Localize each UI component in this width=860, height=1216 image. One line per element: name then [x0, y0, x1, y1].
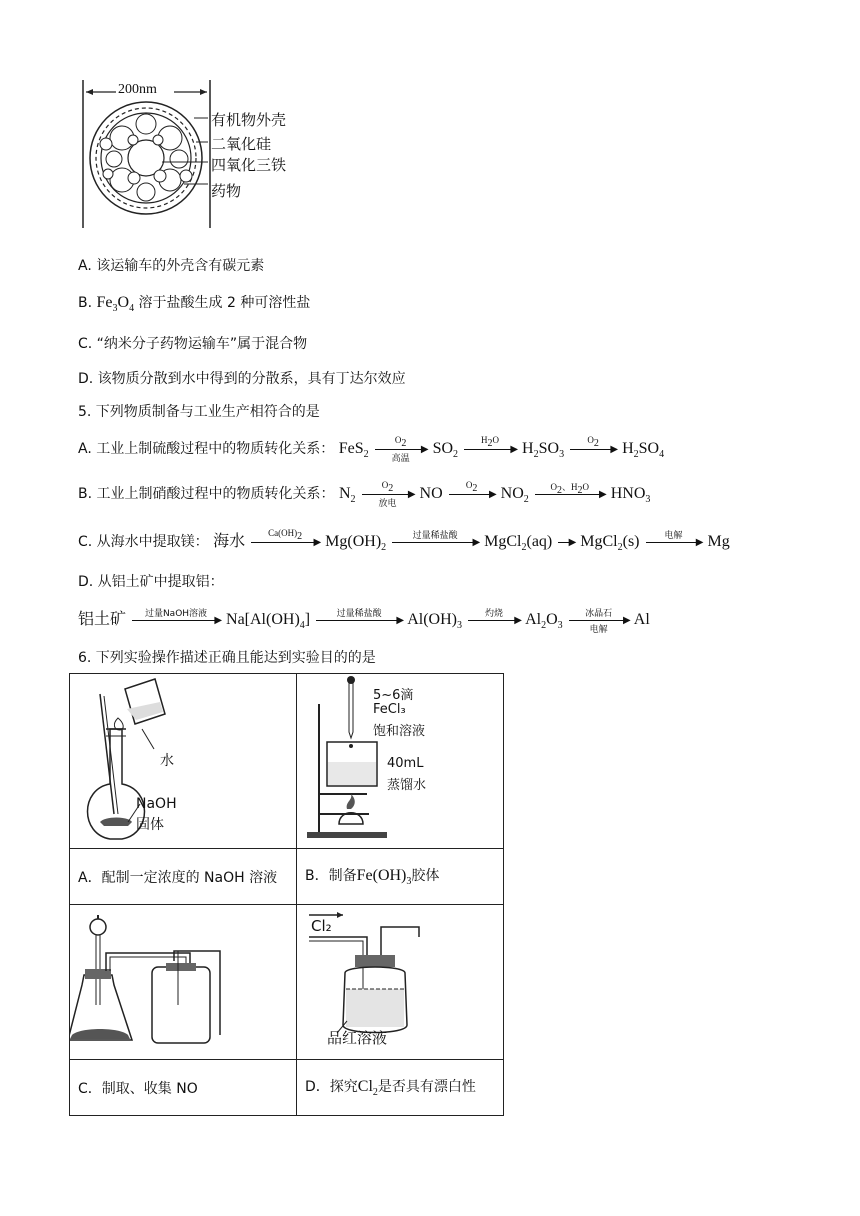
- cell-d-figure: [297, 905, 504, 1060]
- q4-option-c: C. “纳米分子药物运输车”属于混合物: [78, 336, 308, 352]
- size-label: 200nm: [118, 82, 157, 97]
- cell-a-caption: A．配制一定浓度的 NaOH 溶液: [70, 849, 297, 905]
- label-water: 水: [160, 753, 174, 769]
- figure-gas-collection: [70, 905, 296, 1055]
- q5-b-label: B. 工业上制硝酸过程中的物质转化关系：: [78, 486, 335, 502]
- d-caption-prefix: D．探究: [305, 1079, 358, 1096]
- q4-option-b: [78, 292, 310, 314]
- figure-volumetric-flask: [70, 674, 296, 844]
- b-caption-suffix: 胶体: [411, 868, 440, 885]
- cell-b-caption: [297, 849, 504, 905]
- d-caption-suffix: 是否具有漂白性: [377, 1079, 476, 1096]
- label-solid: 固体: [136, 817, 164, 833]
- q4-option-d: D. 该物质分散到水中得到的分散系，具有丁达尔效应: [78, 371, 406, 387]
- q5-option-c: [78, 528, 730, 553]
- label-silica: 二氧化硅: [211, 135, 272, 153]
- label-fecl3: FeCl₃: [373, 702, 406, 717]
- label-cl2: Cl₂: [311, 917, 332, 935]
- label-magenta-solution: 品红溶液: [327, 1029, 388, 1047]
- q4-option-b-formula: $Fe_3O_4$: [96, 294, 135, 315]
- q5-d-equation: 铝土矿 过量NaOH溶液 ▶ $Na[Al(OH)_4]$ 过量稀盐酸 ▶ $Al(OH)_3$ 灼烧 ▶ $Al_2O_3$ 冰晶石 ▶ 电解 Al: [78, 608, 650, 635]
- label-volume: 40mL: [387, 756, 424, 771]
- q5-stem: 5. 下列物质制备与工业生产相符合的是: [78, 404, 320, 420]
- cell-d-caption: [297, 1060, 504, 1116]
- b-caption-prefix: B．制备: [305, 868, 357, 885]
- q5-option-d-label: D. 从铝土矿中提取铝：: [78, 574, 224, 590]
- q4-option-b-prefix: B.: [78, 295, 93, 311]
- label-drug: 药物: [211, 182, 242, 200]
- cell-c-caption: C．制取、收集 NO: [70, 1060, 297, 1116]
- label-organic-shell: 有机物外壳: [211, 111, 287, 129]
- nanoparticle-diagram: [78, 78, 338, 233]
- label-distilled-water: 蒸馏水: [387, 778, 427, 793]
- b-caption-formula: $Fe(OH)_3$: [356, 867, 412, 888]
- q6-experiment-table: [69, 673, 504, 1116]
- label-naoh: NaOH: [136, 796, 177, 812]
- q5-b-equation: $N_2$ $O_2$ ▶ 放电 NO $O_2$ ▶ $NO_2$ $O_2$、$H_2O$ ▶ $HNO_3$: [338, 479, 651, 508]
- d-caption-formula: $Cl_2$: [357, 1078, 378, 1099]
- q4-option-a: A. 该运输车的外壳含有碳元素: [78, 258, 265, 274]
- q5-a-equation: FeS$_2$ $O_2$ ▶ 高温 $SO_2$ $H_2O$ ▶ $H_2SO_3$ $O_2$ ▶ $H_2SO_4$: [338, 434, 665, 463]
- cell-a-figure: [70, 674, 297, 849]
- label-drops: 5~6滴: [373, 688, 414, 703]
- q5-option-a: [78, 434, 665, 463]
- q5-c-equation: 海水 $Ca(OH)_2$ ▶ $Mg(OH)_2$ 过量稀盐酸 ▶ MgCl$_2$(aq) ▶ MgCl$_2$(s) 电解 ▶ Mg: [213, 527, 730, 554]
- q6-stem: 6. 下列实验操作描述正确且能达到实验目的的是: [78, 650, 376, 666]
- q5-c-label: C. 从海水中提取镁：: [78, 534, 209, 550]
- label-fe3o4: 四氧化三铁: [211, 156, 287, 174]
- q4-option-b-text: 溶于盐酸生成 2 种可溶性盐: [138, 295, 311, 311]
- cell-c-figure: [70, 905, 297, 1060]
- q5-a-label: A. 工业上制硫酸过程中的物质转化关系：: [78, 441, 335, 457]
- q5-option-b: [78, 479, 651, 508]
- nanoparticle-svg: [78, 78, 338, 233]
- label-saturated: 饱和溶液: [373, 724, 426, 739]
- cell-b-figure: [297, 674, 504, 849]
